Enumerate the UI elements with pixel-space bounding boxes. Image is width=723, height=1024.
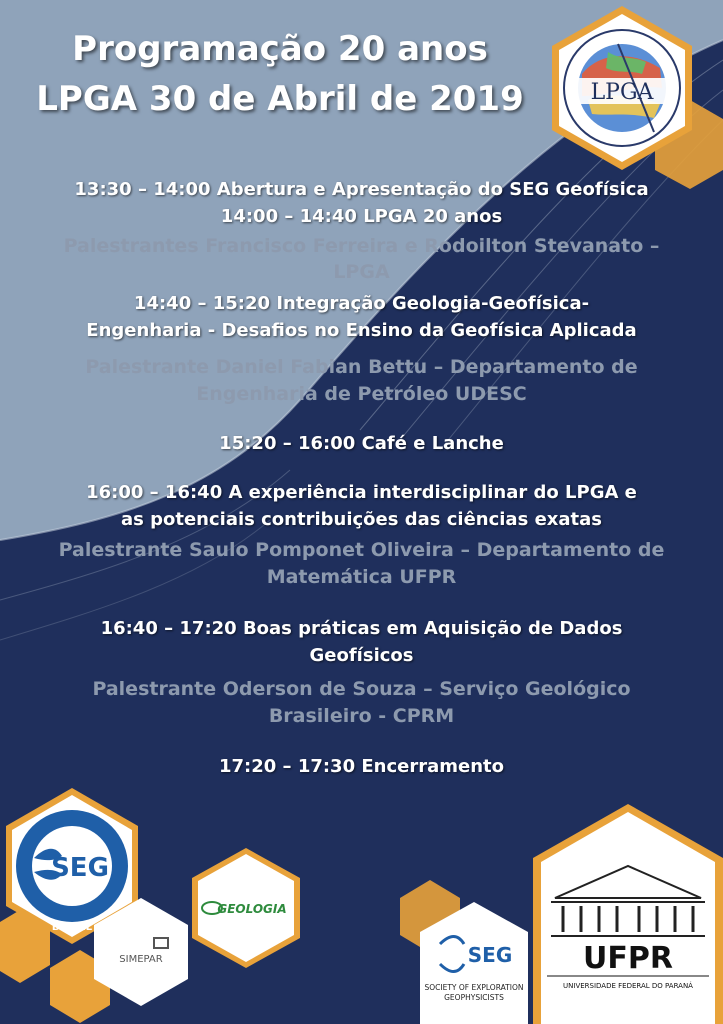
seg-logo-sub-1: SOCIETY OF EXPLORATION	[424, 983, 524, 992]
seg-chapter-seg-text: SEG	[51, 853, 109, 883]
page-title-line-2: LPGA 30 de Abril de 2019	[36, 79, 524, 119]
seg-logo-sub-2: GEOPHYSICISTS	[444, 993, 504, 1002]
schedule-item-interdisciplinary-2: as potenciais contribuições das ciências exatas	[120, 509, 602, 530]
seg-logo-text: SEG	[467, 943, 513, 967]
ufpr-logo-text: UFPR	[583, 941, 673, 976]
seg-chapter-brasil-text: BRASIL	[51, 922, 93, 933]
schedule-item-coffee: 15:20 – 16:00 Café e Lanche	[219, 433, 504, 454]
speaker-line-1: Palestrantes Francisco Ferreira e Rodoilton Stevanato –	[63, 235, 660, 257]
ufpr-logo	[533, 802, 723, 1024]
speaker-line-8: Brasileiro - CPRM	[268, 705, 455, 727]
simepar-logo-text: SIMEPAR	[119, 954, 163, 965]
schedule-item-acquisition-2: Geofísicos	[309, 645, 414, 666]
schedule-item-integration-1: 14:40 – 15:20 Integração Geologia-Geofísica-	[133, 293, 590, 314]
lpga-logo-text: LPGA	[590, 80, 654, 105]
schedule-item-lpga-20: 14:00 – 14:40 LPGA 20 anos	[220, 206, 503, 227]
lpga-logo	[548, 4, 696, 172]
speaker-line-7: Palestrante Oderson de Souza – Serviço Geológico	[92, 678, 631, 700]
schedule-item-interdisciplinary-1: 16:00 – 16:40 A experiência interdisciplinar do LPGA e	[86, 482, 637, 503]
seg-logo	[418, 900, 530, 1024]
schedule-item-acquisition-1: 16:40 – 17:20 Boas práticas em Aquisição de Dados	[100, 618, 623, 639]
speaker-line-4: Engenharia de Petróleo UDESC	[196, 383, 527, 405]
geologia-logo-text: GEOLOGIA	[217, 902, 287, 916]
schedule-item-integration-2: Engenharia - Desafios no Ensino da Geofísica Aplicada	[86, 320, 637, 341]
ufpr-logo-sub: UNIVERSIDADE FEDERAL DO PARANÁ	[563, 982, 693, 990]
speaker-line-5: Palestrante Saulo Pomponet Oliveira – Departamento de	[58, 539, 665, 561]
speaker-line-6: Matemática UFPR	[266, 566, 457, 588]
speaker-line-3: Palestrante Daniel Fabian Bettu – Departamento de	[85, 356, 638, 378]
schedule-item-closing: 17:20 – 17:30 Encerramento	[218, 756, 505, 777]
geologia-logo	[190, 846, 302, 970]
simepar-logo	[92, 896, 190, 1008]
page-title-line-1: Programação 20 anos	[72, 29, 488, 69]
speaker-line-2: LPGA	[333, 261, 390, 283]
schedule-item-opening: 13:30 – 14:00 Abertura e Apresentação do SEG Geofísica	[74, 179, 649, 200]
